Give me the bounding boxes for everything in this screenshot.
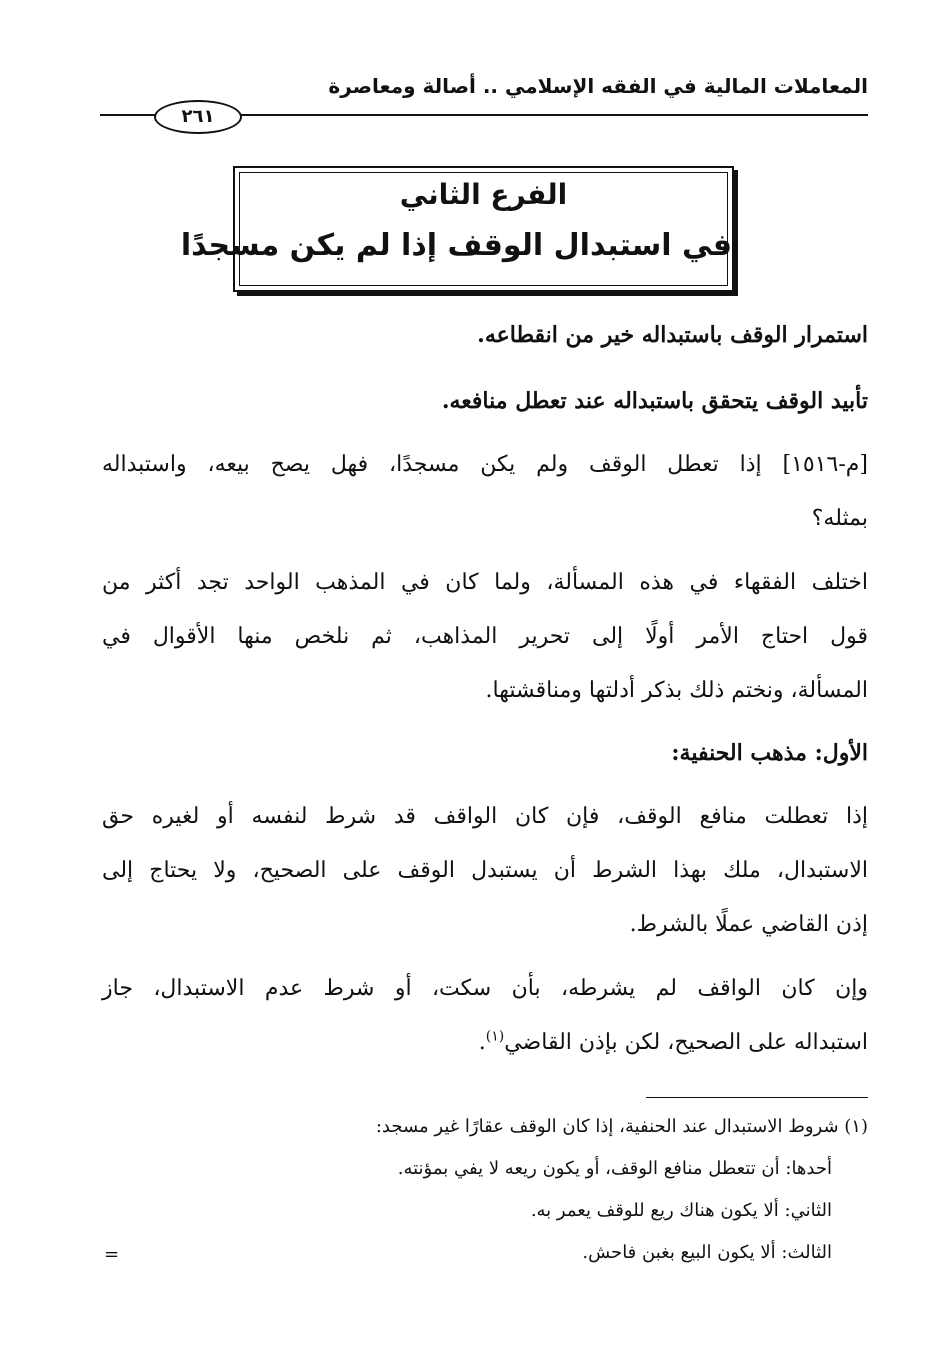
question-line-1: [م-١٥١٦] إذا تعطل الوقف ولم يكن مسجدًا، فهل يصح بيعه، واستبداله [102, 452, 868, 477]
para1-line-3: إذن القاضي عملًا بالشرط. [629, 912, 868, 937]
para2-line-2 [102, 1026, 868, 1060]
para2-line-2-end: . [478, 1030, 486, 1055]
para2-line-2-text: استبداله على الصحيح، لكن بإذن القاضي [504, 1030, 868, 1055]
section-title-line-1: الفرع الثاني [399, 178, 568, 211]
footnote-separator [646, 1097, 868, 1098]
maxim-1: استمرار الوقف باستبداله خير من انقطاعه. [477, 322, 868, 348]
footnote-continuation-mark: = [104, 1244, 120, 1265]
question-line-2: بمثله؟ [811, 506, 868, 531]
running-header-title: المعاملات المالية في الفقه الإسلامي .. أصالة ومعاصرة [328, 74, 868, 98]
intro-line-1: اختلف الفقهاء في هذه المسألة، ولما كان في المذهب الواحد تجد أكثر من [102, 570, 868, 595]
footnote-reference: (١) [485, 1028, 505, 1045]
section-title-line-2: في استبدال الوقف إذا لم يكن مسجدًا [180, 228, 732, 263]
footnote-line-1: (١) شروط الاستبدال عند الحنفية، إذا كان الوقف عقارًا غير مسجد: [375, 1116, 868, 1137]
intro-line-2: قول احتاج الأمر أولًا إلى تحرير المذاهب، ثم نلخص منها الأقوال في [102, 624, 868, 649]
para1-line-2: الاستبدال، ملك بهذا الشرط أن يستبدل الوقف على الصحيح، ولا يحتاج إلى [102, 858, 868, 883]
footnote-line-3: الثاني: ألا يكون هناك ريع للوقف يعمر به. [530, 1200, 832, 1221]
subheading-hanafi: الأول: مذهب الحنفية: [671, 740, 868, 766]
para1-line-1: إذا تعطلت منافع الوقف، فإن كان الواقف قد شرط لنفسه أو لغيره حق [102, 804, 868, 829]
para2-line-1: وإن كان الواقف لم يشرطه، بأن سكت، أو شرط عدم الاستبدال، جاز [102, 976, 868, 1001]
footnote-line-4: الثالث: ألا يكون البيع بغبن فاحش. [582, 1242, 832, 1263]
section-title-box [180, 166, 734, 292]
footnote-line-2: أحدها: أن تتعطل منافع الوقف، أو يكون ريعه لا يفي بمؤنته. [397, 1158, 832, 1179]
page-number: ٢٦١ [154, 100, 242, 134]
intro-line-3: المسألة، ونختم ذلك بذكر أدلتها ومناقشتها. [485, 678, 868, 703]
maxim-2: تأبيد الوقف يتحقق باستبداله عند تعطل منافعه. [441, 388, 868, 414]
